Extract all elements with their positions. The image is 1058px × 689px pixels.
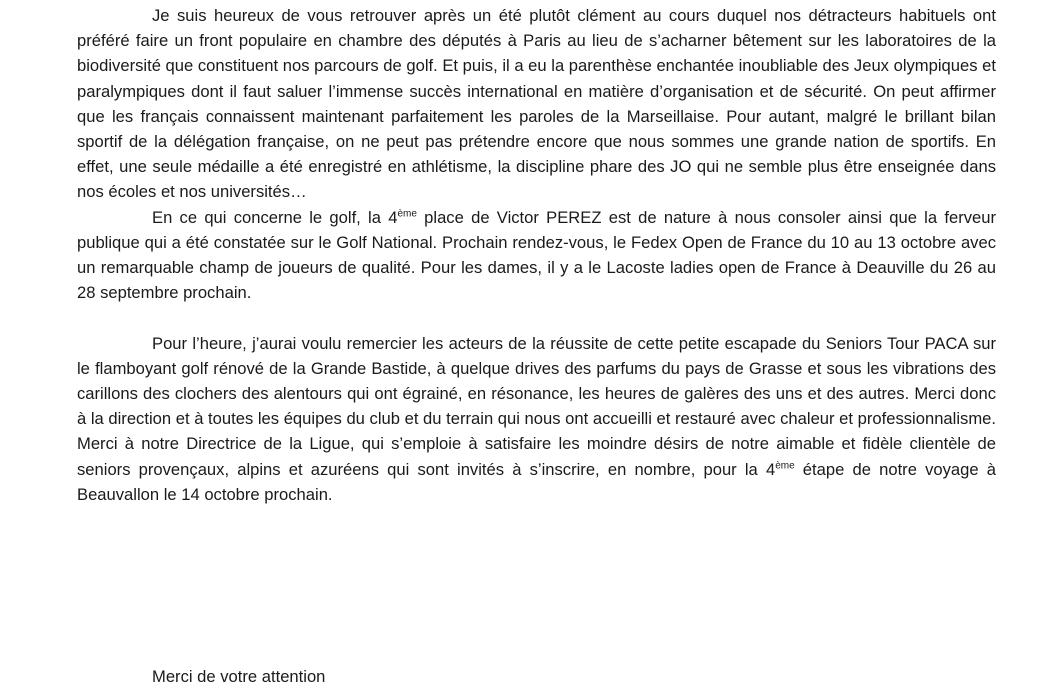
paragraph-text-end: étape de notre voyage à Beauvallon le 14 octobre prochain. <box>77 459 997 504</box>
paragraph-text-end: place de Victor PEREZ est de nature à nous consoler ainsi que la ferveur publique qui a été constatée sur le Golf National. Prochain rendez-vous, le Fedex Open de France du 10 au 13 octobre avec un remarquable champ de joueurs de qualité. Pour les dames, il y a le Lacoste ladies open de France à Deauville du 26 au 28 septembre prochain. <box>77 207 996 303</box>
ordinal-superscript: ème <box>775 460 795 472</box>
letter-body <box>77 3 996 507</box>
paragraph-golf-news <box>77 205 996 306</box>
paragraph-text-start: En ce qui concerne le golf, la 4 <box>152 207 398 227</box>
paragraph-summer-review <box>77 3 996 205</box>
paragraph-text-start: Pour l’heure, j’aurai voulu remercier les acteurs de la réussite de cette petite escapade du Seniors Tour PACA sur le flamboyant golf rénové de la Grande Bastide, à quelque drives des parfums du pays de Grasse et sous les vibrations des carillons des clochers des alentours qui ont égrainé, en résonance, les heures de galères des uns et des autres. Merci donc à la direction et à toutes les équipes du club et du terrain qui nous ont accueilli et restauré avec chaleur et professionnalisme. Merci à notre Directrice de la Ligue, qui s’emploie à satisfaire les moindre désirs de notre aimable et fidèle clientèle de seniors provençaux, alpins et azuréens qui sont invités à s’inscrire, en nombre, pour la 4 <box>77 333 996 479</box>
ordinal-superscript: ème <box>397 208 417 220</box>
paragraph-spacer <box>77 305 996 330</box>
closing-line: Merci de votre attention <box>152 667 326 686</box>
paragraph-text: Je suis heureux de vous retrouver après un été plutôt clément au cours duquel nos détracteurs habituels ont préféré faire un front populaire en chambre des députés à Paris au lieu de s’acharner bêtement sur les laboratoires de la biodiversité que constituent nos parcours de golf. Et puis, il a eu la parenthèse enchantée inoubliable des Jeux olympiques et paralympiques dont il faut saluer l’immense succès international en matière d’organisation et de sécurité. On peut affirmer que les français connaissent maintenant parfaitement les paroles de la Marseillaise. Pour autant, malgré le brillant bilan sportif de la délégation française, on ne peut pas prétendre encore que nous sommes une grande nation de sportifs. En effet, une seule médaille a été enregistré en athlétisme, la discipline phare des JO qui ne semble plus être enseignée dans nos écoles et nos universités… <box>77 6 996 202</box>
paragraph-thanks <box>77 331 996 507</box>
